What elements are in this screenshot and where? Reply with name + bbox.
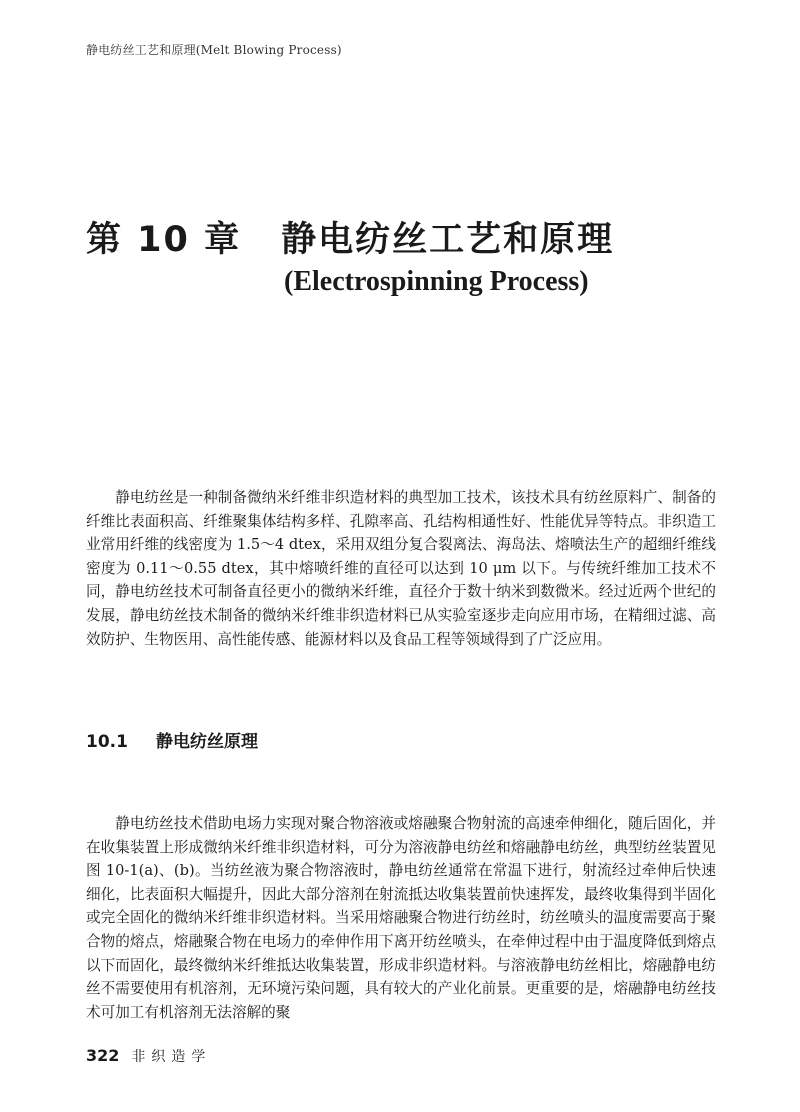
chapter-title-text: 静电纺丝工艺和原理 — [281, 220, 615, 260]
section-paragraph: 静电纺丝技术借助电场力实现对聚合物溶液或熔融聚合物射流的高速牵伸细化，随后固化，并在收集装置上形成微纳米纤维非织造材料，可分为溶液静电纺丝和熔融静电纺丝，典型纺丝装置见图 10-1(a)、(b)。当纺丝液为聚合物溶液时，静电纺丝通常在常温下进行，射流经过牵伸后快速细化，比表面积大幅提升，因此大部分溶剂在射流抵达收集装置前快速挥发，最终收集得到半固化或完全固化的微纳米纤维非织造材料。当采用熔融聚合物进行纺丝时，纺丝喷头的温度需要高于聚合物的熔点，熔融聚合物在电场力的牵伸作用下离开纺丝喷头，在牵伸过程中由于温度降低到熔点以下而固化，最终微纳米纤维抵达收集装置，形成非织造材料。与溶液静电纺丝相比，熔融静电纺丝不需要使用有机溶剂，无环境污染问题，具有较大的产业化前景。更重要的是，熔融静电纺丝技术可加工有机溶剂无法溶解的聚 — [86, 815, 716, 1021]
page-number: 322 — [86, 1046, 120, 1065]
book-title: 非织造学 — [131, 1049, 212, 1065]
chapter-subtitle: (Electrospinning Process) — [284, 266, 589, 297]
section-heading — [86, 727, 258, 752]
running-header: 静电纺丝工艺和原理(Melt Blowing Process) — [86, 43, 342, 57]
section-number: 10.1 — [86, 732, 128, 752]
chapter-number: 第 10 章 — [86, 220, 242, 260]
chapter-title — [86, 212, 766, 262]
section-title: 静电纺丝原理 — [156, 732, 258, 752]
page-footer — [86, 1046, 211, 1066]
intro-paragraph: 静电纺丝是一种制备微纳米纤维非织造材料的典型加工技术，该技术具有纺丝原料广、制备的纤维比表面积高、纤维聚集体结构多样、孔隙率高、孔结构相通性好、性能优异等特点。非织造工业常用纤维的线密度为 1.5～4 dtex，采用双组分复合裂离法、海岛法、熔喷法生产的超细纤维线密度为 0.11～0.55 dtex，其中熔喷纤维的直径可以达到 10 μm 以下。与传统纤维加工技术不同，静电纺丝技术可制备直径更小的微纳米纤维，直径介于数十纳米到数微米。经过近两个世纪的发展，静电纺丝技术制备的微纳米纤维非织造材料已从实验室逐步走向应用市场，在精细过滤、高效防护、生物医用、高性能传感、能源材料以及食品工程等领域得到了广泛应用。 — [86, 489, 716, 648]
